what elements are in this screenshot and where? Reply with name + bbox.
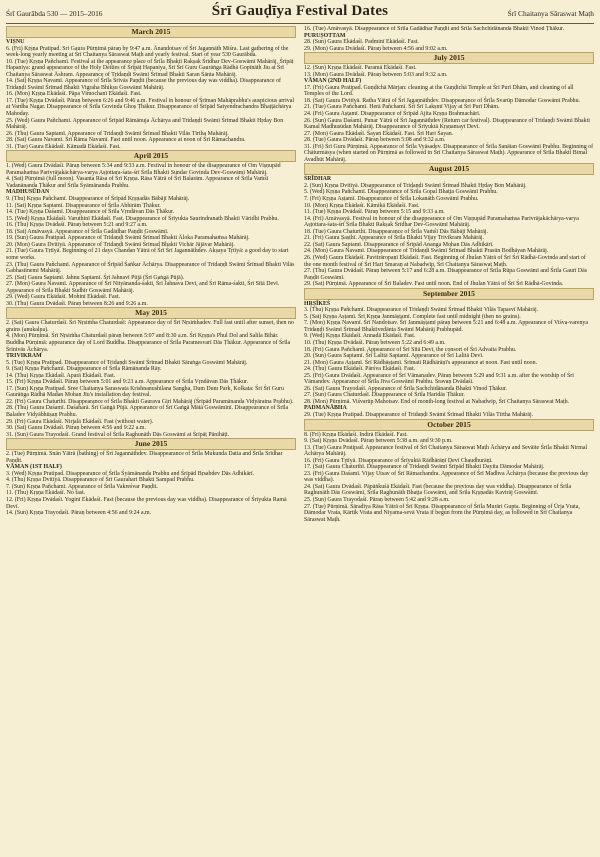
- festival-entry: 29. (Fri) Gaura Ekādaśī. Nirjalā Ekādaśī. Fast (without water).: [6, 418, 154, 425]
- festival-entry: 4. (Sat) Pūrṇimā (full moon). Vasanta Rāsa of Śrī Kṛṣṇa. Rāsa Yātrā of Śrī Balarām. Appearance of Śrīla Vaṁśī Vadanānanda Ṭhākur and Śrīla Śyāmānanda Prabhu.: [6, 176, 269, 189]
- festival-entry: 8. (Fri) Kṛṣṇa Ekādaśī. Indirā Ekādaśī. Fast.: [304, 431, 408, 438]
- festival-entry: 13. (Mon) Gaura Dvādaśī. Pāraṇ between 5:03 and 9:32 a.m.: [304, 71, 448, 78]
- festival-entry: 10. (Thu) Kṛṣṇa Dvādaśī. Pāraṇ between 5:22 and 6:49 a.m.: [304, 339, 446, 346]
- month-heading: June 2015: [6, 438, 296, 450]
- festival-entry: 24. (Fri) Gaura Aṣṭamī. Disappearance of Śrīpād Ajita Kṛṣṇa Brahmachārī.: [304, 111, 481, 118]
- festival-entry: 31. (Sun) Gaura Trayodaśī. Grand festival of Śrīla Raghunāth Dās Goswāmī at Śrīpāṭ Pānihāṭi.: [6, 431, 230, 438]
- festival-entry: 2. (Tue) Pūrṇimā. Snān Yātrā (bathing) of Śrī Jagannāthdev. Disappearance of Śrīla Mukunda Datta and Śrīla Śrīdhar Paṇḍit.: [6, 451, 283, 464]
- festival-entry: 15. (Fri) Kṛṣṇa Dvādaśī. Pāraṇ between 5:01 and 9:23 a.m. Appearance of Śrīla Vṛndāvan Dās Ṭhākur.: [6, 379, 248, 386]
- festival-entry: 14. (Fri) Amāvasyā. Festival in honour of the disappearance of Om Viṣṇupād Paramahaṁsa Parivrājakāchārya-varya Aṣṭottara-śata-śrī Śrīla Bhakti Rakṣak Śrīdhar Dev-Goswāmī Mahārāj.: [304, 215, 579, 229]
- festival-entry: 25. (Fri) Gaura Dvādaśī. Appearance of Śrī Vāmanadev. Pāraṇ between 5:29 and 9:31 a.m. after the worship of Śrī Vāmandev. Appearance of Śrīla Jīva Goswāmī Prabhu. Śravaṇ Dvādaśī.: [304, 372, 574, 386]
- festival-entry: 11. (Tue) Kṛṣṇa Dvādaśī. Pāraṇ between 5:15 and 9:33 a.m.: [304, 209, 445, 216]
- festival-entry: 31. (Tue) Gaura Ekādaśī. Kāmadā Ekādaśī. Fast.: [6, 143, 121, 150]
- festival-entry: 21. (Fri) Gaura Ṣaṣṭhī. Appearance of Śrīla Bhakti Vijay Trivikram Mahārāj.: [304, 235, 484, 242]
- festival-entry: 26. (Sat) Gaura Trayodaśī. Appearance of Śrīla Sachchidānanda Bhakti Vinod Ṭhākur.: [304, 385, 507, 392]
- festival-entry: 11. (Sat) Kṛṣṇa Saptamī. Disappearance of Śrīla Abhirām Ṭhākur.: [6, 202, 161, 209]
- festival-entry: 27. (Tue) Pūrṇimā. Śāradīya Rāsa Yātrā of Śrī Kṛṣṇa. Disappearance of Śrīla Murāri Gupta. Beginning of Ūrja Vrata, Dāmodar Vrata, Kārtik Vrata and Niyama-sevā Vrata if begun from the Pūrṇimā day, as followed in Śrī Chaitanya Sāraswat Maṭh.: [304, 503, 580, 523]
- festival-entry: 24. (Sat) Gaura Dvādaśī. Pāpāṅkuśā Ekādaśī. Fast (because the previous day was viddha). Disappearance of Śrīla Raghunāth Dās Goswāmī, Śrīla Raghunāth Bhaṭṭa Goswāmī, and Śrīla Kṛṣṇadās Kavirāj Goswāmī.: [304, 483, 572, 497]
- festival-entry: 13. (Tue) Gaura Pratipad. Appearance festival of Śrī Chaitanya Sāraswat Maṭh Āchārya and Sevāite Śrīla Bhakti Nirmal Āchārya Mahārāj.: [304, 444, 588, 458]
- festival-entry: 17. (Tue) Kṛṣṇa Dvādaśī. Pāraṇ between 6:26 and 9:46 a.m. Festival in honour of Śrīman Mahāprabhu's auspicious arrival at Vardha Nagar. Disappearance of Śrīla Govinda Ghoṣ Ṭhākur. Disappearance of Śrīpād Satyendrachandra Bhaṭṭāchārya Mahoday.: [6, 97, 294, 118]
- festival-entry: 25. (Wed) Gaura Pañchamī. Appearance of Śrīpād Rāmānuja Āchārya and Tridaṇḍi Swāmī Śrīmad Bhakti Hṛday Bon Mahārāj.: [6, 117, 284, 131]
- festival-entry: 5. (Sat) Kṛṣṇa Aṣṭamī. Śrī Kṛṣṇa Janmāṣṭamī. Complete fast until midnight (then no grains).: [304, 313, 521, 320]
- festival-entry: 2. (Sun) Kṛṣṇa Dvitīyā. Disappearance of Tridaṇḍi Swāmī Śrīmad Bhakti Hṛday Bon Mahārāj.: [304, 182, 527, 189]
- festival-entry: 14. (Thu) Kṛṣṇa Ekādaśī. Aparā Ekādaśī. Fast.: [6, 372, 116, 379]
- month-name-label: VĀMAN (1ST HALF): [6, 464, 62, 471]
- festival-entry: 15. (Wed) Kṛṣṇa Ekādaśī. Varuthinī Ekādaśī. Fast. Disappearance of Śrīyukta Saurindranath Bhakti Vāridhi Prabhu.: [6, 215, 279, 222]
- festival-entry: 25. (Sat) Gaura Saptamī. Jahnu Saptamī. Śrī Jahnavī Pūjā (Śrī Gaṅgā Pūjā).: [6, 274, 185, 281]
- festival-entry: 1. (Wed) Gaura Dvādaśī. Pāraṇ between 5:34 and 9:33 a.m. Festival in honour of the disappearance of Om Viṣṇupād Paramahaṁsa Parivrājakāchārya-varya Aṣṭottara-śata-śrī Śrīla Bhakti Sundar Govinda Dev-Goswāmī Mahārāj.: [6, 163, 281, 176]
- month-name-label: PADMANĀBHA: [304, 405, 347, 412]
- festival-entry: 24. (Thu) Gaura Ekādaśī. Pārśva Ekādaśī. Fast.: [304, 366, 416, 373]
- festival-entry: 29. (Wed) Gaura Ekādaśī. Mohinī Ekādaśī. Fast.: [6, 294, 121, 301]
- festival-entry: 28. (Sat) Gaura Navamī. Śrī Rāma Navamī. Fast until noon. Appearance at noon of Śrī Rāmachandra.: [6, 137, 246, 144]
- festival-entry: 16. (Mon) Kṛṣṇa Ekādaśī. Pāpa Vimochanī Ekādaśī. Fast.: [6, 91, 142, 98]
- festival-entry: 2. (Sat) Gaura Chaturdaśī. Śrī Nṛsiṁha Chaturdaśī: Appearance day of Śrī Nṛsiṁhadev. Full fast until after sunset, then no grains (anukalpa).: [6, 320, 294, 333]
- festival-entry: 18. (Sat) Gaura Dvitīyā. Ratha Yātrā of Śrī Jagannāthdev. Disappearance of Śrīla Svarūp Dāmodar Goswāmī Prabhu.: [304, 97, 581, 104]
- festival-entry: 27. (Sun) Gaura Chaturdaśī. Disappearance of Śrīla Haridās Ṭhākur.: [304, 392, 465, 399]
- festival-entry: 14. (Sat) Kṛṣṇa Navamī. Appearance of Śrīla Śrīvās Paṇḍit (because the previous day was viddha). Disappearance of Tridaṇḍi Swāmī Śrīmad Bhakti Vigraha Bhikṣu Goswāmī Mahārāj.: [6, 78, 281, 91]
- month-heading: March 2015: [6, 26, 296, 38]
- right-column: [304, 26, 594, 854]
- festival-entry: 14. (Tue) Kṛṣṇa Daśamī. Disappearance of Śrīla Vṛndāvan Dās Ṭhākur.: [6, 209, 175, 216]
- festival-entry: 14. (Sun) Kṛṣṇa Trayodaśī. Pāraṇ between 4:56 and 9:24 a.m.: [6, 510, 152, 517]
- month-name-label: TRIVIKRAM: [6, 353, 42, 360]
- page-header: [6, 3, 594, 23]
- festival-entry: 18. (Sat) Amāvasyā. Appearance of Śrīla Gadādhar Paṇḍit Goswāmī.: [6, 228, 169, 235]
- festival-entry: 28. (Thu) Gaura Daśamī. Daśaharā. Śrī Gaṅgā Pūjā. Appearance of Śrī Gaṅgā Mātā Goswāminī. Disappearance of Śrīla Baladev Vidyābhūṣaṇ Prabhu.: [6, 405, 289, 418]
- festival-entry: 7. (Fri) Kṛṣṇa Aṣṭamī. Disappearance of Śrīla Lokanāth Goswāmī Prabhu.: [304, 196, 479, 203]
- month-heading: April 2015: [6, 150, 296, 162]
- festival-entry: 28. (Mon) Pūrṇimā. Viśvarūp Mahotsav. End of month-long festival at Nabadwīp, Śrī Chaitanya Sāraswat Maṭh.: [304, 398, 570, 405]
- festival-entry: 31. (Fri) Śrī Guru Pūrṇimā. Appearance of Śrīla Vyāsadev. Disappearance of Śrīla Sanātan Goswāmī Prabhu. Beginning of Chāturmāsya (when started on Pūrṇimā as followed in Śrī Chaitanya Sāraswat Maṭh). Appearance of Śrīla Bhakti Bimal Avadhūt Mahārāj.: [304, 143, 594, 163]
- festival-entry: 9. (Sat) Kṛṣṇa Pañchamī. Disappearance of Śrīla Rāmānanda Rāy.: [6, 366, 162, 373]
- festival-entry: 5. (Tue) Kṛṣṇa Pratipad. Disappearance of Tridaṇḍi Swāmī Śrīmad Bhakti Sāraṅga Goswāmī Mahārāj.: [6, 359, 248, 366]
- header-year: Śrī Gaurābda 530 — 2015–2016: [6, 9, 103, 18]
- festival-entry: 30. (Thu) Gaura Dvādaśī. Pāraṇ between 8:26 and 9:26 a.m.: [6, 300, 148, 307]
- month-heading: July 2015: [304, 52, 594, 64]
- festival-entry: 16. (Thu) Kṛṣṇa Dvādaśī. Pāraṇ between 5:21 and 9:27 a.m.: [6, 222, 148, 229]
- festival-entry: 4. (Thu) Kṛṣṇa Dvitīyā. Disappearance of Śrī Gaurahari Bhakti Sampad Prabhu.: [6, 477, 195, 484]
- festival-entry: 9. (Sat) Kṛṣṇa Dvādaśī. Pāraṇ between 5:38 a.m. and 9:30 p.m.: [304, 438, 453, 445]
- festival-entry: 6. (Fri) Kṛṣṇa Pratipad. Sri Gaura Pūrṇimā pāraṇ by 9:47 a.m. Ānandotsav of Śrī Jagannāth Miśra. Last gathering of the week-long yearly meeting at Śrī Chaitanya Sāraswat Maṭh and yearly festival. Start of year 530 Gaurābda.: [6, 45, 289, 59]
- header-divider: [6, 23, 594, 24]
- festival-entry: 27. (Mon) Gaura Navamī. Appearance of Śrī Nityānanda-śakti, Śrī Jahnava Devī, and Śrī Rāma-śakti, Śrī Sītā Devī. Appearance of Śrīla Bhakti Sudhīr Goswāmī Mahārāj.: [6, 281, 280, 294]
- festival-entry: 29. (Tue) Kṛṣṇa Pratipad. Disappearance of Tridaṇḍi Swāmī Śrīmad Bhakti Vilās Tīrtha Mahārāj.: [304, 411, 534, 418]
- festival-entry: 12. (Fri) Kṛṣṇa Dvādaśī. Yoginī Ekādaśī. Fast (because the previous day was viddha). Disappearance of Śrīyukta Ramā Devī.: [6, 497, 287, 510]
- festival-entry: 21. (Tue) Gaura Pañchamī. Herā Pañchamī. Śrī Śrī Lakṣmī Vijay at Śrī Purī Dhām.: [304, 104, 500, 111]
- festival-entry: 24. (Mon) Gaura Navamī. Disappearance of Tridaṇḍi Swāmī Śrīmad Bhakti Prasūn Bodhāyan Mahārāj.: [304, 248, 549, 255]
- festival-entry: 25. (Sun) Gaura Trayodaśī. Pāraṇ between 5:42 and 9:28 a.m.: [304, 497, 450, 503]
- festival-entry: 28. (Tue) Gaura Dvādaśī. Pāraṇ between 5:08 and 9:32 a.m.: [304, 137, 446, 144]
- festival-entry: 9. (Thu) Kṛṣṇa Pañchamī. Disappearance of Śrīpād Kṛṣṇadās Bābājī Mahārāj.: [6, 196, 190, 203]
- month-name-label: HṚṢĪKEŚ: [304, 300, 331, 307]
- month-heading: October 2015: [304, 419, 594, 431]
- festival-entry: 3. (Thu) Kṛṣṇa Pañchamī. Disappearance of Tridaṇḍi Swāmī Śrīmad Bhakti Vilās Tapasvī Mahārāj.: [304, 307, 539, 314]
- festival-entry: 20. (Mon) Gaura Dvitīyā. Appearance of Tridaṇḍi Swāmī Śrīmad Bhakti Vichār Jājāvar Mahārāj.: [6, 241, 235, 248]
- festival-entry: 18. (Tue) Gaura Chaturthī. Disappearance of Śrīla Vaṁśī Dās Bābājī Mahārāj.: [304, 228, 489, 235]
- festival-entry: 30. (Sat) Gaura Dvādaśī. Pāraṇ between 4:56 and 9:22 a.m.: [6, 425, 146, 432]
- festival-entry: 16. (Tue) Amāvasyā. Disappearance of Śrīla Gadādhar Paṇḍit and Śrīla Sachchidānanda Bhakti Vinod Ṭhākur.: [304, 26, 565, 32]
- festival-entry: 26. (Thu) Gaura Saptamī. Appearance of Tridaṇḍi Swāmī Śrīmad Bhakti Vilās Tīrtha Mahārāj.: [6, 130, 229, 137]
- festival-entry: 17. (Sun) Kṛṣṇa Pratipad. Sree Chaitanya Saraswata Krishnanushilana Sangha, Dum Dum Park, Kolkata: Śrī Śrī Guru Gaurāṅga Rādhā Madan Mohan Jīu's installation day festival.: [6, 385, 284, 399]
- festival-entry: 10. (Mon) Kṛṣṇa Ekādaśī. Kāmikā Ekādaśī. Fast.: [304, 202, 420, 209]
- festival-entry: 29. (Sat) Pūrṇimā. Appearance of Śrī Baladev. Fast until noon. End of Jhulan Yātrā of Śrī Śrī Rādhā-Govinda.: [304, 281, 564, 288]
- festival-entry: 7. (Sun) Kṛṣṇa Pañchamī. Appearance of Śrīla Vakreśvar Paṇḍit.: [6, 483, 158, 490]
- month-name-label: PURUṢOTTAM: [304, 32, 346, 39]
- festival-entry: 5. (Wed) Kṛṣṇa Pañchamī. Disappearance of Śrīla Gopal Bhaṭṭa Goswāmī Prabhu.: [304, 189, 498, 196]
- festival-entry: 10. (Tue) Kṛṣṇa Pañchamī. Festival at the appearance place of Śrīla Bhakti Rakṣak Śrīdhar Dev-Goswāmī Mahārāj, Śrīpāṭ Hapaniya: grand appearance of the Holy Deities of Śrīpāṭ Hapaniya, Śrī Śrī Guru Gaurāṅga Rādhā Gopīnāth Jiu at Śrī Chaitanya Sāraswat Āshram. Appearance of Tridaṇḍi Swāmī Śrīmad Bhakti Saran Śānta Mahārāj.: [6, 58, 294, 78]
- festival-entry: 7. (Mon) Kṛṣṇa Navamī. Śrī Nandotsav. Śrī Janmāṣṭamī pāraṇ between 5:21 and 6:48 a.m. Appearance of Viśva-varenya Tridaṇḍi Swāmī Śrīmad Bhaktivedānta Swāmī Mahārāj Prabhupād.: [304, 320, 588, 333]
- month-heading: May 2015: [6, 307, 296, 319]
- festival-entry: 9. (Wed) Kṛṣṇa Ekādaśī. Annadā Ekādaśī. Fast.: [304, 333, 416, 340]
- festival-entry: 28. (Sun) Gaura Ekādaśī. Padminī Ekādaśī. Fast.: [304, 39, 419, 46]
- festival-entry: 26. (Sun) Gaura Daśamī. Punar Yātrā of Śrī Jagannāthdev (Return car festival). Disappearance of Tridaṇḍi Swāmī Bhakti Kamal Madhusūdan Mahārāj. Disappearance of Śrīyuktā Kṛṣṇamayī Devī.: [304, 117, 590, 131]
- festival-entry: 23. (Fri) Gaura Daśamī. Vijay Utsav of Śrī Rāmachandra. Appearance of Śrī Madhva Āchārya (because the previous day was viddha).: [304, 470, 589, 484]
- month-name-label: VIṢNU: [6, 39, 25, 45]
- festival-entry: 29. (Mon) Gaura Dvādaśī. Pāraṇ between 4:56 and 9:02 a.m.: [304, 45, 448, 52]
- festival-entry: 27. (Mon) Gaura Ekādaśī. Śayan Ekādaśī. Fast. Śrī Hari Śayan.: [304, 130, 454, 137]
- festival-entry: 22. (Sat) Gaura Saptamī. Disappearance of Śrīpād Ananga Mohan Dās Adhikārī.: [304, 241, 494, 248]
- festival-entry: 3. (Wed) Kṛṣṇa Pratipad. Disappearance of Śrīla Śyāmānanda Prabhu and Śrīpād Bṛsabdev Dās Adhikārī.: [6, 470, 255, 477]
- festival-entry: 11. (Thu) Kṛṣṇa Ekādaśī. No fast.: [6, 490, 86, 497]
- festival-entry: 16. (Fri) Gaura Tṛtīyā. Disappearance of Śrīyuktā Rādhārāṇī Devī Chaudhurāṇī.: [304, 457, 493, 464]
- festival-entry: 21. (Tue) Gaura Tṛtīyā. Beginning of 21 days Chandan Yātrā of Śrī Śrī Jagannāthdev. Akṣaya Tṛtīyā: a good day to start some works.: [6, 248, 289, 261]
- festival-entry: 17. (Fri) Gaura Pratipad. Guṇḍichā Mārjan: cleaning at the Guṇḍichā Temple at Śrī Purī Dhām, and cleaning of all Temples of the Lord.: [304, 84, 574, 98]
- month-heading: August 2015: [304, 163, 594, 175]
- festival-entry: 17. (Sat) Gaura Chaturthī. Disappearance of Tridaṇḍi Swāmī Śrīpād Bhakti Dayita Dāmodar Mahārāj.: [304, 464, 545, 471]
- left-column: [6, 26, 296, 854]
- month-name-label: ŚRĪDHAR: [304, 176, 332, 183]
- festival-entry: 21. (Mon) Gaura Aṣṭamī. Śrī Rādhāṣṭamī. Śrīmatī Rādhārāṇī's appearance at noon. Fast until noon.: [304, 359, 538, 366]
- festival-entry: 20. (Sun) Gaura Saptamī. Śrī Lalitā Saptamī. Appearance of Śrī Lalitā Devī.: [304, 353, 484, 360]
- festival-entry: 23. (Thu) Gaura Pañchamī. Appearance of Śrīpād Śaṅkar Āchārya. Disappearance of Tridaṇḍi Swāmī Śrīmad Bhakti Vilās Gabhastinemi Mahārāj.: [6, 261, 295, 275]
- month-name-label: MADHUSŪDAN: [6, 189, 50, 196]
- festival-entry: 27. (Thu) Gaura Dvādaśī. Pāraṇ between 5:17 and 6:28 a.m. Disappearance of Śrīla Rūpa Goswāmī and Śrīla Gaurī Dās Paṇḍit Goswāmī.: [304, 268, 587, 281]
- festival-entry: 4. (Mon) Pūrṇimā. Śrī Nṛsiṁha Chaturdaśī pāraṇ between 5:07 and 8:30 a.m. Śrī Kṛṣṇa's Phul Dol and Salila Bihār. Buddha Pūrṇimā: appearance day of Lord Buddha. Disappearance of Śrīla Paramesvarī Dās Ṭhākur. Appearance of Śrīla Śrīnivās Āchārya.: [6, 333, 291, 353]
- festival-entry: 18. (Fri) Gaura Pañchamī. Appearance of Śrī Sītā Devī, the consort of Śrī Advaita Prabhu.: [304, 346, 517, 353]
- festival-entry: 22. (Fri) Gaura Chaturthī. Disappearance of Śrīla Bhakti Gaurava Giri Mahārāj (Śrīpād Paramānanda Vidyāratna Prabhu).: [6, 398, 294, 405]
- header-math: Śrī Chaitanya Sāraswat Maṭh: [507, 9, 594, 18]
- page-title: Śrī Gauḍīya Festival Dates: [211, 3, 389, 19]
- festival-entry: 12. (Sun) Kṛṣṇa Ekādaśī. Paramā Ekādaśī. Fast.: [304, 65, 417, 72]
- festival-entry: 26. (Wed) Gaura Ekādaśī. Pavitrāropaṇī Ekādaśī. Fast. Beginning of Jhulan Yātrā of Śrī Śrī Rādhā-Govinda and start of the one month festival of Śrī Hari Smaraṇ at Nabadwīp, Śrī Chaitanya Sāraswat Maṭh.: [304, 254, 586, 268]
- month-name-label: VĀMAN (2ND HALF): [304, 78, 362, 85]
- festival-entry: 19. (Sun) Gaura Pratipad. Appearance of Tridaṇḍi Swāmī Śrīmad Bhakti Āloka Paramahaṁsa Mahārāj.: [6, 235, 250, 242]
- month-heading: September 2015: [304, 288, 594, 300]
